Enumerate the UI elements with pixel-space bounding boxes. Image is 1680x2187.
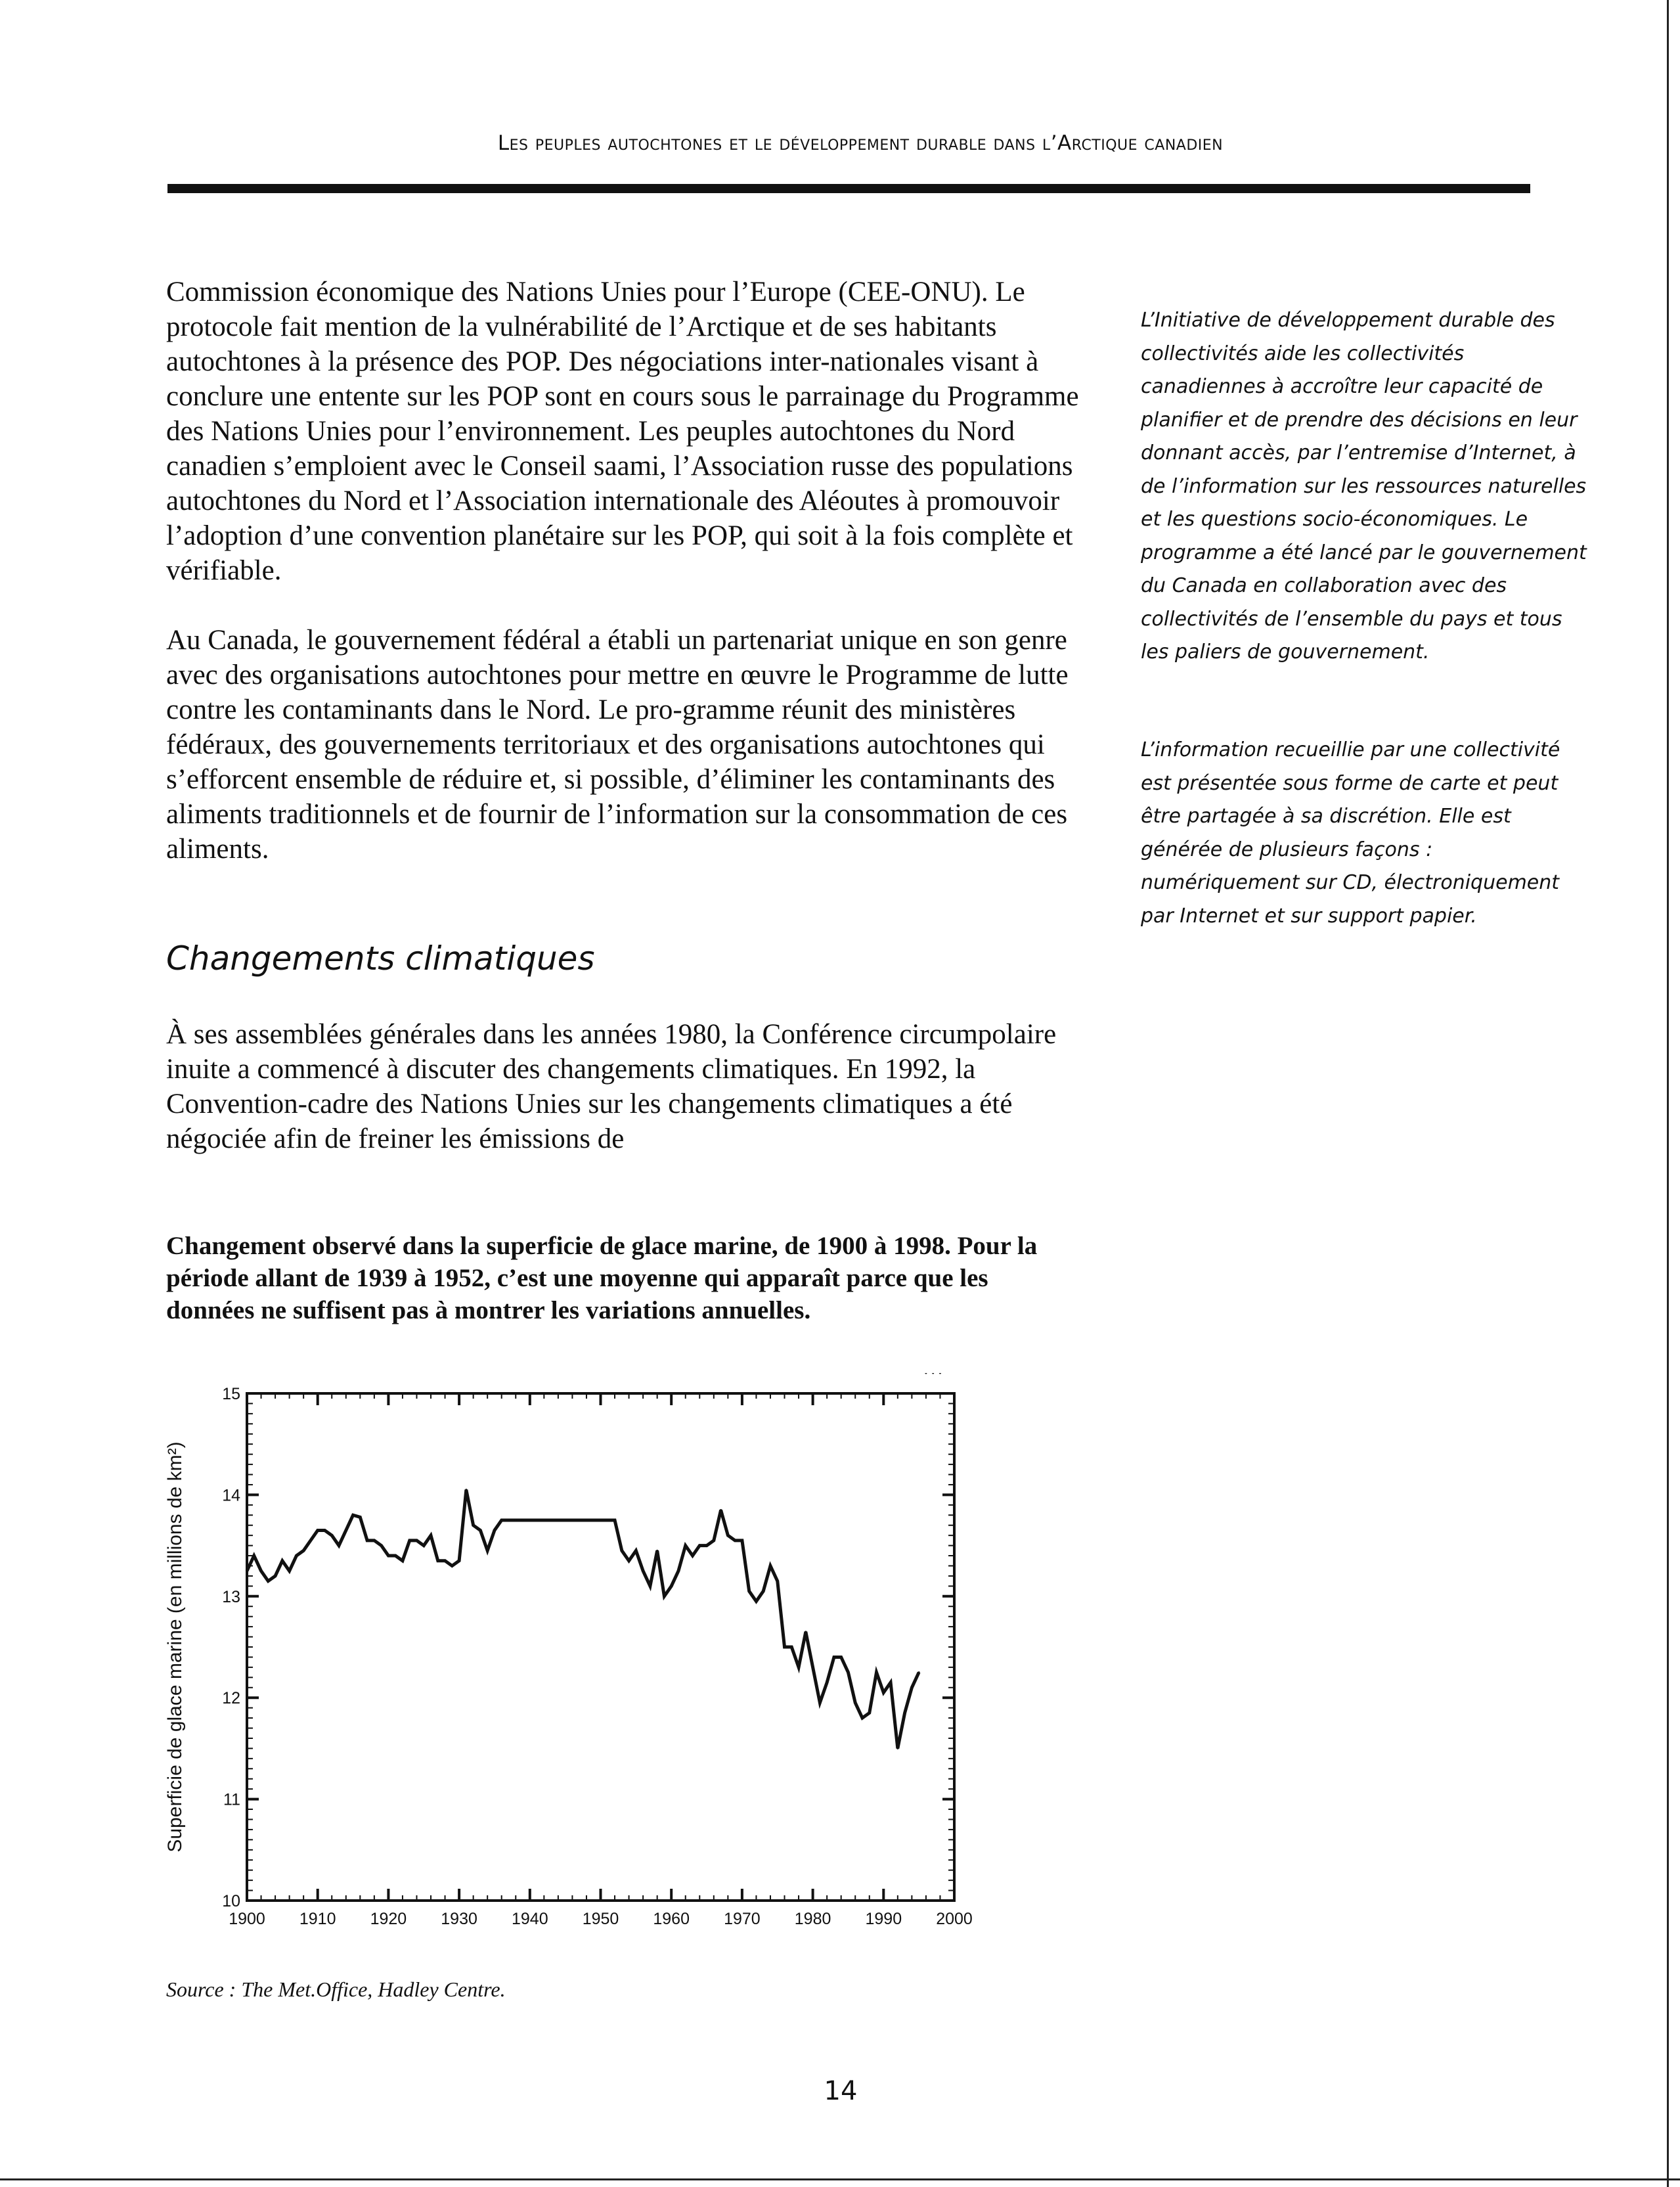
figure-caption: Changement observé dans la superficie de glace marine, de 1900 à 1998. Pour la période allant de 1939 à 1952, c’est une moyenne qui apparaît parce que les données ne suffisent pas à montrer les variations annuelles. <box>166 1232 1038 1324</box>
data-point <box>352 1514 354 1516</box>
data-point <box>366 1539 368 1541</box>
data-point <box>303 1550 305 1552</box>
data-point <box>840 1656 842 1658</box>
data-point <box>373 1539 375 1541</box>
data-point <box>472 1524 474 1526</box>
series-line <box>247 1490 919 1749</box>
y-tick-label: 12 <box>222 1689 240 1708</box>
data-point <box>741 1539 743 1541</box>
data-point <box>621 1550 623 1552</box>
data-point <box>776 1580 778 1582</box>
data-point <box>401 1560 403 1562</box>
figure-source: Source : The Met.Office, Hadley Centre. <box>166 1977 506 2001</box>
data-point <box>380 1544 382 1546</box>
data-point <box>479 1529 481 1531</box>
data-point <box>359 1516 361 1518</box>
data-point <box>826 1682 828 1684</box>
main-paragraph-2: Au Canada, le gouvernement fédéral a établi un partenariat unique en son genre avec des organisations autochtones pour mettre en œuvre le Programme de lutte contre les contaminants dans le Nord. Le pro-gramme réunit des ministères fédéraux, des gouvernements territoriaux et des organisations autochtones qui s’efforcent ensemble de réduire et, si possible, d’éliminer les contaminants des aliments traditionnels et de fournir de l’information sur la consommation de ces aliments. <box>166 625 1069 865</box>
data-point <box>896 1747 898 1749</box>
x-tick-label: 1980 <box>794 1910 831 1928</box>
data-point <box>465 1489 467 1491</box>
data-point <box>904 1712 906 1714</box>
data-point <box>338 1544 340 1546</box>
x-tick-label: 1900 <box>229 1910 265 1928</box>
data-point <box>345 1529 347 1531</box>
data-point <box>246 1570 248 1572</box>
data-point <box>798 1666 800 1668</box>
data-point <box>868 1712 870 1714</box>
x-tick-label: 1960 <box>653 1910 690 1928</box>
data-point <box>939 1373 941 1374</box>
y-tick-label: 15 <box>222 1385 240 1403</box>
data-point <box>642 1570 644 1572</box>
data-point <box>423 1544 425 1546</box>
data-point <box>713 1539 715 1541</box>
data-point <box>692 1555 694 1557</box>
data-point <box>635 1550 637 1552</box>
data-point <box>331 1535 333 1537</box>
data-point <box>628 1560 630 1562</box>
data-point <box>911 1686 913 1688</box>
data-point <box>395 1555 397 1557</box>
sidebar-note-1: L’Initiative de développement durable des collectivités aide les collectivités canadiennes à accroître leur capacité de planifier et de prendre des décisions en leur donnant accès, par l’entremise d’Internet, à de l’information sur les ressources naturelles et les questions socio-économiques. Le programme a été lancé par le gouvernement du Canada en collaboration avec des collectivités de l’ensemble du pays et tous les paliers de gouvernement. <box>1141 309 1587 664</box>
data-point <box>317 1529 319 1531</box>
data-point <box>854 1702 856 1703</box>
data-point <box>508 1520 510 1522</box>
sea-ice-chart <box>151 1373 1005 1945</box>
page-number: 14 <box>824 2076 858 2106</box>
data-point <box>833 1656 835 1658</box>
x-tick-label: 1930 <box>441 1910 477 1928</box>
data-point <box>275 1575 276 1577</box>
data-point <box>437 1560 439 1562</box>
data-point <box>812 1666 814 1668</box>
data-point <box>883 1692 885 1694</box>
data-point <box>805 1631 807 1633</box>
data-point <box>451 1565 453 1567</box>
y-tick-label: 13 <box>222 1587 240 1606</box>
data-point <box>684 1544 686 1546</box>
data-point <box>706 1544 708 1546</box>
data-point <box>748 1590 750 1592</box>
data-point <box>677 1570 679 1572</box>
data-point <box>890 1682 892 1684</box>
data-point <box>734 1539 736 1541</box>
x-tick-label: 1970 <box>724 1910 761 1928</box>
data-point <box>791 1646 793 1648</box>
data-point <box>932 1373 934 1374</box>
data-point <box>253 1555 255 1557</box>
header-rule <box>167 184 1530 193</box>
x-tick-label: 1990 <box>865 1910 902 1928</box>
data-point <box>296 1555 298 1557</box>
main-paragraph-1: Commission économique des Nations Unies pour l’Europe (CEE-ONU). Le protocole fait mention de la vulnérabilité de l’Arctique et de ses habitants autochtones à la présence des POP. Des négociations inter-nationales visant à conclure une entente sur les POP sont en cours sous le parrainage du Programme des Nations Unies pour l’environnement. Les peuples autochtones du Nord canadien s’emploient avec le Conseil saami, l’Association russe des populations autochtones du Nord et l’Association internationale des Aléoutes à promouvoir l’adoption d’une convention planétaire sur les POP, qui soit à la fois complète et vérifiable. <box>166 277 1079 586</box>
data-point <box>769 1565 771 1567</box>
section-paragraph: À ses assemblées générales dans les années 1980, la Conférence circumpolaire inuite a commencé à discuter des changements climatiques. En 1992, la Convention-cadre des Nations Unies sur les changements climatiques a été négociée afin de freiner les émissions de <box>166 1019 1057 1154</box>
y-tick-label: 14 <box>222 1486 240 1505</box>
data-point <box>444 1560 446 1562</box>
x-tick-label: 1910 <box>299 1910 336 1928</box>
section-title: Changements climatiques <box>166 939 595 978</box>
scan-edge-right <box>1667 0 1669 2187</box>
data-point <box>430 1535 432 1537</box>
running-header: Les peuples autochtones et le développement durable dans l’Arctique canadien <box>497 131 1224 155</box>
data-point <box>493 1529 495 1531</box>
data-point <box>925 1373 927 1374</box>
data-point <box>671 1585 673 1587</box>
data-point <box>324 1529 326 1531</box>
x-tick-label: 1950 <box>582 1910 619 1928</box>
y-tick-label: 11 <box>223 1790 240 1809</box>
data-point <box>458 1560 460 1562</box>
data-point <box>260 1570 262 1572</box>
data-point <box>409 1539 410 1541</box>
data-point <box>861 1717 863 1719</box>
y-tick-label: 10 <box>222 1892 240 1910</box>
data-point <box>918 1671 920 1673</box>
data-point <box>763 1590 764 1592</box>
data-point <box>784 1646 785 1648</box>
data-point <box>720 1509 722 1511</box>
data-point <box>309 1539 311 1541</box>
data-point <box>515 1520 517 1522</box>
sidebar-note-2: L’information recueillie par une collectivité est présentée sous forme de carte et peut être partagée à sa discrétion. Elle est générée de plusieurs façons : numériquement sur CD, électroniquement par Internet et sur support papier. <box>1141 738 1560 928</box>
data-point <box>487 1550 489 1552</box>
y-axis-label: Superficie de glace marine (en millions de km²) <box>164 1441 186 1853</box>
data-point <box>288 1570 290 1572</box>
data-point <box>281 1560 283 1562</box>
scan-edge-bottom <box>0 2178 1680 2180</box>
plot-frame <box>247 1393 954 1901</box>
data-point <box>416 1539 418 1541</box>
data-point <box>656 1550 658 1552</box>
data-point <box>819 1702 821 1703</box>
data-point <box>614 1520 616 1522</box>
data-point <box>727 1535 729 1537</box>
x-tick-label: 1940 <box>511 1910 548 1928</box>
data-point <box>875 1671 877 1673</box>
data-point <box>649 1585 651 1587</box>
data-point <box>387 1555 389 1557</box>
data-point <box>847 1671 849 1673</box>
data-point <box>522 1520 524 1522</box>
data-point <box>267 1580 269 1582</box>
data-point <box>663 1595 665 1597</box>
data-point <box>755 1600 757 1602</box>
data-point <box>699 1544 701 1546</box>
x-tick-label: 1920 <box>370 1910 407 1928</box>
x-tick-label: 2000 <box>936 1910 973 1928</box>
data-point <box>500 1520 502 1522</box>
